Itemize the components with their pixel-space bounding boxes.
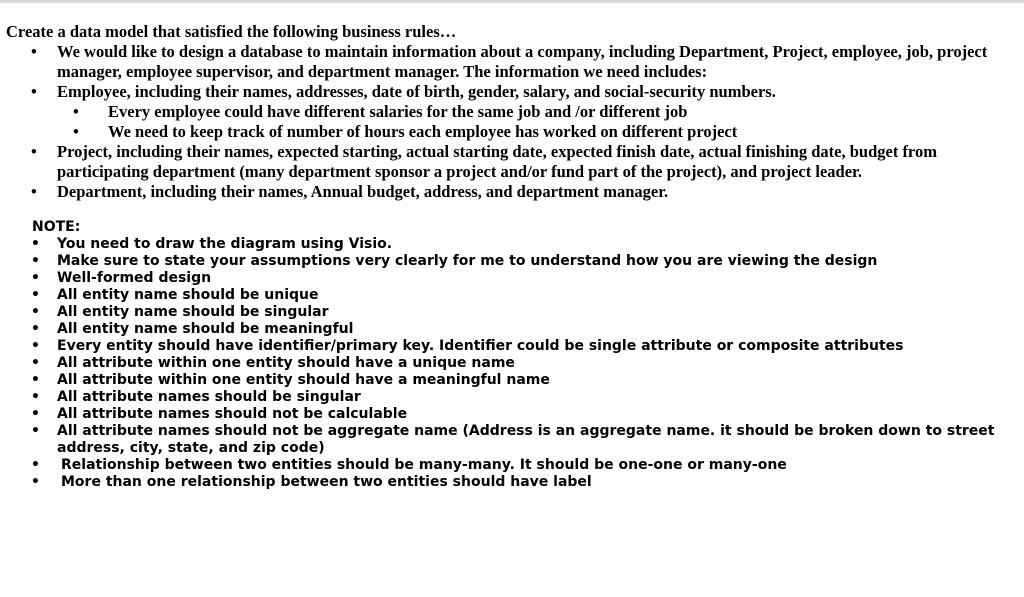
- note-text: Make sure to state your assumptions very clearly for me to understand how you are viewing the design: [57, 253, 878, 269]
- bullet-icon: •: [31, 406, 40, 422]
- bullet-icon: •: [31, 423, 40, 439]
- rule-item: [0, 182, 1010, 202]
- note-item: [0, 372, 1010, 389]
- rule-item: [0, 42, 1010, 82]
- note-text: You need to draw the diagram using Visio.: [57, 236, 393, 252]
- rule-subitem: [0, 122, 1010, 142]
- business-rules-list: [0, 42, 1010, 202]
- note-item: [0, 457, 1010, 474]
- note-text: All attribute within one entity should have a meaningful name: [57, 372, 550, 388]
- note-text: Every entity should have identifier/primary key. Identifier could be single attribute or composite attributes: [57, 338, 904, 354]
- note-item: [0, 423, 1010, 457]
- note-text: All attribute within one entity should have a unique name: [57, 355, 515, 371]
- bullet-icon: •: [31, 270, 40, 286]
- note-item: [0, 304, 1010, 321]
- note-item: [0, 389, 1010, 406]
- assignment-title: Create a data model that satisfied the following business rules…: [6, 22, 457, 41]
- note-text: Well-formed design: [57, 270, 212, 286]
- rule-item: [0, 142, 1010, 182]
- bullet-icon: •: [31, 82, 37, 101]
- note-text: All entity name should be meaningful: [57, 321, 354, 337]
- note-item: [0, 355, 1010, 372]
- note-heading: NOTE:: [32, 219, 81, 235]
- note-text: All attribute names should not be calculable: [57, 406, 408, 422]
- note-item: [0, 406, 1010, 423]
- rule-subitem-text: Every employee could have different salaries for the same job and /or different job: [108, 102, 688, 121]
- bullet-icon: •: [31, 355, 40, 371]
- bullet-icon: •: [31, 457, 40, 473]
- bullet-icon: •: [73, 102, 79, 121]
- bullet-icon: •: [31, 287, 40, 303]
- note-item: [0, 474, 1010, 491]
- rule-text: We would like to design a database to maintain information about a company, including Department, Project, employee, job, project manager, employee supervisor, and department manager. The information we need includes:: [57, 42, 988, 81]
- note-text: All attribute names should be singular: [57, 389, 361, 405]
- note-text: All attribute names should not be aggregate name (Address is an aggregate name. it should be broken down to street address, city, state, and zip code): [57, 423, 995, 456]
- bullet-icon: •: [31, 474, 40, 490]
- note-text: Relationship between two entities should be many-many. It should be one-one or many-one: [61, 457, 787, 473]
- rule-text: Project, including their names, expected starting, actual starting date, expected finish date, actual finishing date, budget from participating department (many department sponsor a project and/or fund part of the project), and project leader.: [57, 142, 937, 181]
- top-border: [0, 0, 1024, 3]
- bullet-icon: •: [31, 142, 37, 161]
- bullet-icon: •: [31, 236, 40, 252]
- rule-item: [0, 82, 1010, 102]
- note-item: [0, 338, 1010, 355]
- bullet-icon: •: [73, 122, 79, 141]
- bullet-icon: •: [31, 321, 40, 337]
- bullet-icon: •: [31, 338, 40, 354]
- bullet-icon: •: [31, 389, 40, 405]
- note-text: All entity name should be singular: [57, 304, 329, 320]
- note-item: [0, 321, 1010, 338]
- bullet-icon: •: [31, 372, 40, 388]
- bullet-icon: •: [31, 182, 37, 201]
- notes-list: [0, 236, 1010, 491]
- rule-subitem-text: We need to keep track of number of hours each employee has worked on different project: [108, 122, 738, 141]
- rule-text: Department, including their names, Annual budget, address, and department manager.: [57, 182, 669, 201]
- note-text: More than one relationship between two entities should have label: [61, 474, 592, 490]
- rule-subitem: [0, 102, 1010, 122]
- bullet-icon: •: [31, 42, 37, 61]
- note-item: [0, 236, 1010, 253]
- bullet-icon: •: [31, 253, 40, 269]
- note-text: All entity name should be unique: [57, 287, 319, 303]
- note-item: [0, 253, 1010, 270]
- note-item: [0, 287, 1010, 304]
- rule-text: Employee, including their names, addresses, date of birth, gender, salary, and social-security numbers.: [57, 82, 776, 101]
- note-item: [0, 270, 1010, 287]
- bullet-icon: •: [31, 304, 40, 320]
